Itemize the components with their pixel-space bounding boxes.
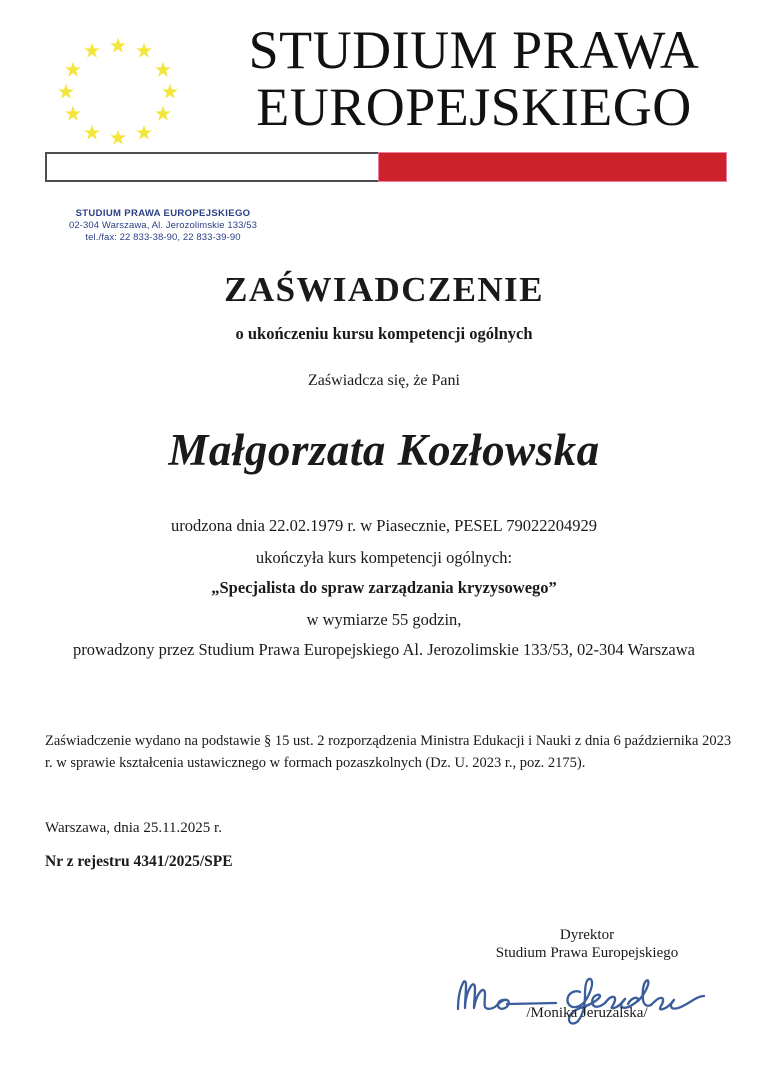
signer-name: /Monika Jeruzalska/ <box>526 1005 648 1021</box>
institution-stamp <box>48 208 278 244</box>
polish-flag-bar <box>45 152 727 182</box>
stamp-line-3: tel./fax: 22 833-38-90, 22 833-39-90 <box>85 232 241 244</box>
signer-organization: Studium Prawa Europejskiego <box>495 945 679 962</box>
course-provider: prowadzony przez Studium Prawa Europejskiego Al. Jerozolimskie 133/53, 02-304 Warszawa <box>72 640 695 659</box>
flag-white-stripe <box>45 152 378 182</box>
certificate-subtitle: o ukończeniu kursu kompetencji ogólnych <box>235 324 533 343</box>
issue-place-and-date: Warszawa, dnia 25.11.2025 r. <box>45 820 222 836</box>
registry-number: Nr z rejestru 4341/2025/SPE <box>45 853 233 870</box>
legal-basis-text: Zaświadczenie wydano na podstawie § 15 ust. 2 rozporządzenia Ministra Edukacji i Nauki z dnia 6 października 2023 r. w sprawie kształcenia ustawicznego w formach pozaszkolnych (Dz. U. 2023 r., poz. 2175). <box>45 733 732 772</box>
signer-role: Dyrektor <box>559 927 615 943</box>
logo-line-2: EUROPEJSKIEGO <box>256 76 692 137</box>
recipient-birth-details: urodzona dnia 22.02.1979 r. w Piasecznie, PESEL 79022204929 <box>170 516 598 535</box>
document-header <box>0 0 768 196</box>
recipient-name: Małgorzata Kozłowska <box>168 425 600 475</box>
course-hours: w wymiarze 55 godzin, <box>306 610 462 629</box>
page-title: ZAŚWIADCZENIE <box>224 270 544 309</box>
stamp-line-2: 02-304 Warszawa, Al. Jerozolimskie 133/53 <box>68 220 258 232</box>
course-completion-label: ukończyła kurs kompetencji ogólnych: <box>255 548 513 567</box>
logo-line-1: STUDIUM PRAWA <box>248 20 700 80</box>
stamp-line-1: STUDIUM PRAWA EUROPEJSKIEGO <box>75 208 251 219</box>
certificate-intro-line: Zaświadcza się, że Pani <box>308 372 460 389</box>
course-title: „Specjalista do spraw zarządzania kryzysowego” <box>211 578 557 597</box>
flag-red-stripe <box>378 152 727 182</box>
organization-logo-text <box>196 20 752 137</box>
eu-stars-circle-icon <box>44 32 192 152</box>
